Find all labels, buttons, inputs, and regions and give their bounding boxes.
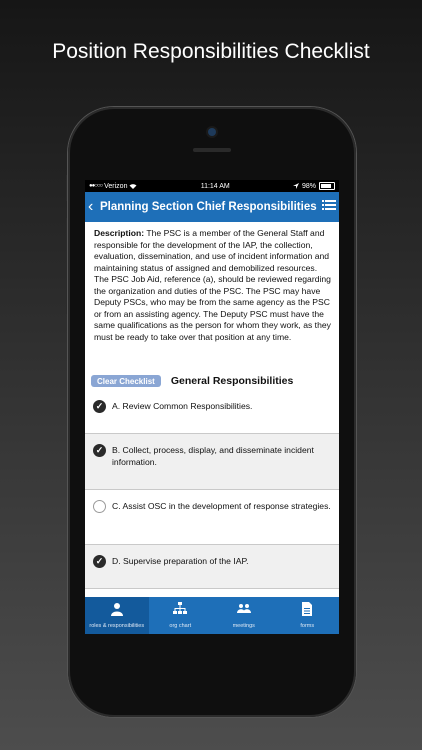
- tab-roles-responsibilities[interactable]: [85, 597, 149, 634]
- checked-checkbox-icon[interactable]: ✓: [93, 555, 106, 568]
- tab-bar: [85, 597, 339, 634]
- checklist-toolbar: [85, 374, 339, 388]
- description-text: The PSC is a member of the General Staff and responsible for the development of the IAP, the collection, evaluation, dissemination, and use of incident information and maintaining status of assigned and demobilized resources. The PSC Job Aid, reference (a), should be reviewed regarding the organization and duties of the PSC. The PSC may have Deputy PSCs, who may be from the same agency as the PSC or from an assisting agency. The Deputy PSC must have the same qualifications as the person for whom they work, as they must be ready to take over that position at any time.: [94, 228, 331, 342]
- nav-title: Planning Section Chief Responsibilities: [100, 201, 317, 213]
- promo-headline: Position Responsibilities Checklist: [52, 40, 370, 63]
- checklist-item-text: B. Collect, process, display, and disseminate incident information.: [112, 445, 314, 467]
- description-block: [85, 222, 339, 368]
- unchecked-checkbox-icon[interactable]: [93, 500, 106, 513]
- list-menu-icon[interactable]: [322, 200, 336, 214]
- checklist-item[interactable]: [85, 434, 339, 490]
- tab-label: org chart: [169, 623, 192, 629]
- tab-forms[interactable]: [276, 597, 340, 634]
- front-camera: [208, 128, 216, 136]
- carrier-label: Verizon: [104, 182, 128, 190]
- tab-label: roles & responsibilities: [89, 623, 145, 629]
- checked-checkbox-icon[interactable]: ✓: [93, 400, 106, 413]
- person-icon: [110, 602, 124, 621]
- section-title: General Responsibilities: [170, 375, 294, 387]
- clear-checklist-button[interactable]: Clear Checklist: [91, 375, 161, 387]
- forms-icon: [300, 602, 314, 621]
- checklist-item[interactable]: [85, 490, 339, 545]
- back-chevron-icon[interactable]: ‹: [88, 198, 94, 215]
- tab-meetings[interactable]: [212, 597, 276, 634]
- tab-label: meetings: [232, 623, 255, 629]
- wifi-icon: [129, 183, 137, 189]
- status-bar: [85, 180, 339, 192]
- checklist-item-text: C. Assist OSC in the development of response strategies.: [112, 501, 331, 511]
- checklist: [85, 390, 339, 619]
- app-screen: [85, 180, 339, 634]
- checked-checkbox-icon[interactable]: ✓: [93, 444, 106, 457]
- meetings-icon: [237, 602, 251, 621]
- tab-org-chart[interactable]: [149, 597, 213, 634]
- location-icon: [293, 183, 299, 189]
- checklist-item-text: A. Review Common Responsibilities.: [112, 401, 253, 411]
- earpiece-speaker: [193, 148, 231, 152]
- org-chart-icon: [173, 602, 187, 621]
- battery-percent: 98%: [301, 182, 316, 190]
- battery-icon: [319, 182, 335, 190]
- status-time: 11:14 AM: [200, 182, 230, 190]
- checklist-item-text: D. Supervise preparation of the IAP.: [112, 556, 249, 566]
- checklist-item[interactable]: [85, 390, 339, 434]
- description-label: Description:: [94, 228, 145, 238]
- signal-icon: ●●○○○: [89, 183, 103, 189]
- checklist-item[interactable]: [85, 545, 339, 589]
- tab-label: forms: [300, 623, 315, 629]
- nav-bar: [85, 192, 339, 222]
